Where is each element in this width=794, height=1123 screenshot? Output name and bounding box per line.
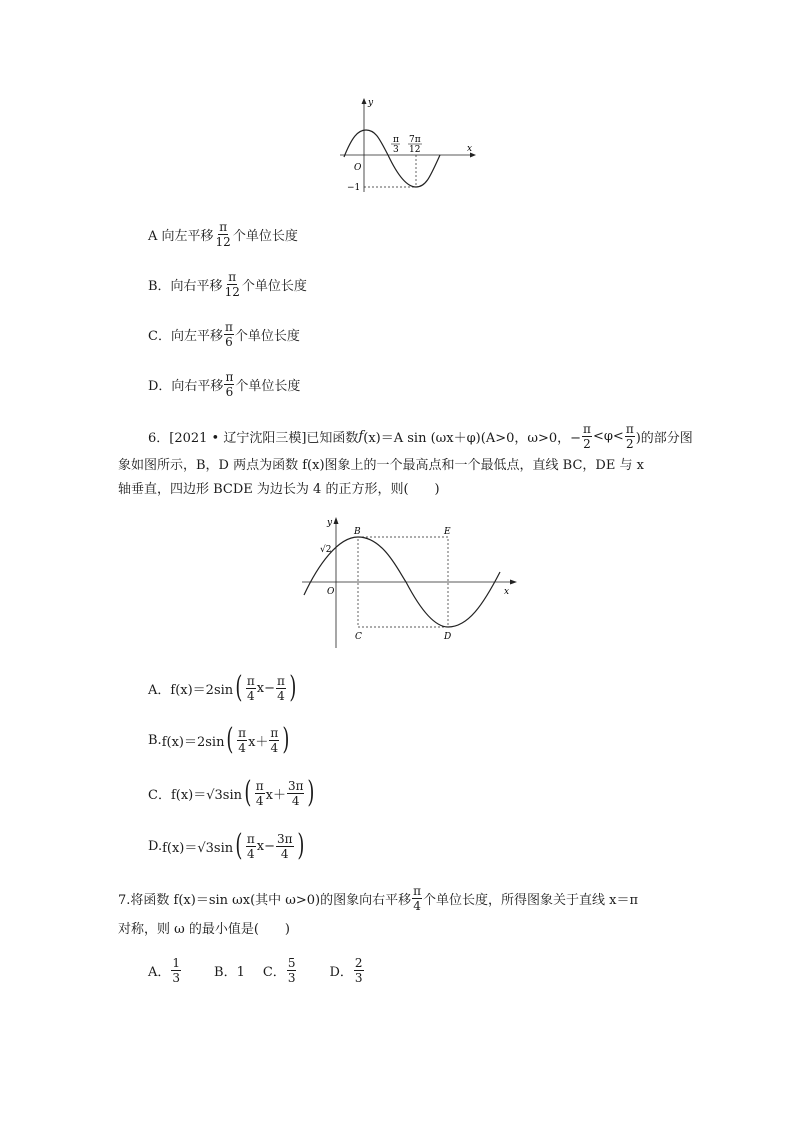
- q6-option-c[interactable]: C． f(x)＝√3sin ( $\frac{\pi}{4}$ x＋ $\frac{3\pi}{4}$ ): [148, 775, 315, 810]
- tick1-den: 3: [393, 145, 399, 155]
- q6-line-2: 象如图所示，B，D 两点为函数 f(x)图象上的一个最高点和一个最低点，直线 BC，DE 与 x: [118, 458, 644, 473]
- y-axis-arrow: [362, 98, 367, 104]
- graph1-y-label: y: [368, 98, 374, 108]
- graph2-y-label: y: [327, 518, 333, 528]
- fraction: $\frac{\pi}{6}$: [224, 319, 233, 349]
- graph2-origin: O: [327, 587, 335, 597]
- fraction: $\frac{\pi}{12}$: [215, 219, 231, 249]
- q5-option-b[interactable]: B．向右平移 $\frac{\pi}{12}$ 个单位长度: [148, 269, 307, 299]
- q5-option-a[interactable]: A 向左平移 $\frac{\pi}{12}$ 个单位长度: [148, 219, 298, 249]
- tick2-num: 7π: [409, 135, 421, 145]
- x-axis-arrow: [510, 580, 517, 585]
- q7-option-c[interactable]: C． $\frac{5}{3}$: [262, 955, 296, 985]
- q7-option-a[interactable]: A． $\frac{1}{3}$: [148, 955, 181, 985]
- sine-curve: [344, 130, 440, 187]
- graph1-neg-one: −1: [347, 183, 361, 193]
- q6-option-a[interactable]: A． f(x)＝2sin ( $\frac{\pi}{4}$ x− $\frac{\pi}{4}$ ): [148, 670, 297, 705]
- sqrt2-label: √2: [320, 545, 332, 555]
- fraction: $\frac{\pi}{2}$: [625, 421, 634, 451]
- fraction: $\frac{\pi}{12}$: [224, 269, 240, 299]
- point-c: C: [355, 632, 362, 642]
- graph2-x-label: x: [504, 587, 510, 597]
- graph1-origin: O: [354, 163, 362, 173]
- graph-2: [298, 510, 528, 655]
- y-axis-arrow: [334, 517, 339, 524]
- fraction: $\frac{\pi}{4}$: [413, 883, 422, 913]
- q7-option-b[interactable]: B．1: [214, 964, 245, 980]
- q5-option-c[interactable]: C．向左平移 $\frac{\pi}{6}$ 个单位长度: [148, 319, 300, 349]
- point-b: B: [354, 527, 361, 537]
- q6-line-1: 6．[2021 • 辽宁沈阳三模]已知函数 f (x)＝A sin (ωx＋φ)(A>0，ω>0，− $\frac{\pi}{2}$ <φ< $\frac{\pi}{2}$ )的部分图: [148, 421, 693, 451]
- q5-option-d[interactable]: D．向右平移 $\frac{\pi}{6}$ 个单位长度: [148, 369, 301, 399]
- tick1-num: π: [393, 135, 399, 145]
- q7-options: [148, 950, 365, 990]
- point-d: D: [444, 632, 452, 642]
- q7-option-d[interactable]: D． $\frac{2}{3}$: [329, 955, 363, 985]
- q6-option-b[interactable]: B. f(x)＝2sin ( $\frac{\pi}{4}$ x＋ $\frac{\pi}{4}$ ): [148, 722, 290, 757]
- graph-1: [330, 92, 490, 202]
- fraction: $\frac{\pi}{2}$: [583, 421, 591, 451]
- fraction: $\frac{\pi}{6}$: [225, 369, 234, 399]
- graph1-x-label: x: [467, 144, 473, 154]
- q6-line-3: 轴垂直，四边形 BCDE 为边长为 4 的正方形，则( ): [118, 482, 440, 497]
- q7-line-2: 对称，则 ω 的最小值是( ): [118, 922, 291, 937]
- tick2-den: 12: [409, 145, 421, 155]
- point-e: E: [444, 527, 451, 537]
- q6-option-d[interactable]: D. f(x)＝√3sin ( $\frac{\pi}{4}$ x− $\frac{3\pi}{4}$ ): [148, 828, 304, 863]
- q7-line-1: 7.将函数 f(x)＝sin ωx(其中 ω>0)的图象向右平移 $\frac{\pi}{4}$ 个单位长度，所得图象关于直线 x＝π: [118, 883, 639, 913]
